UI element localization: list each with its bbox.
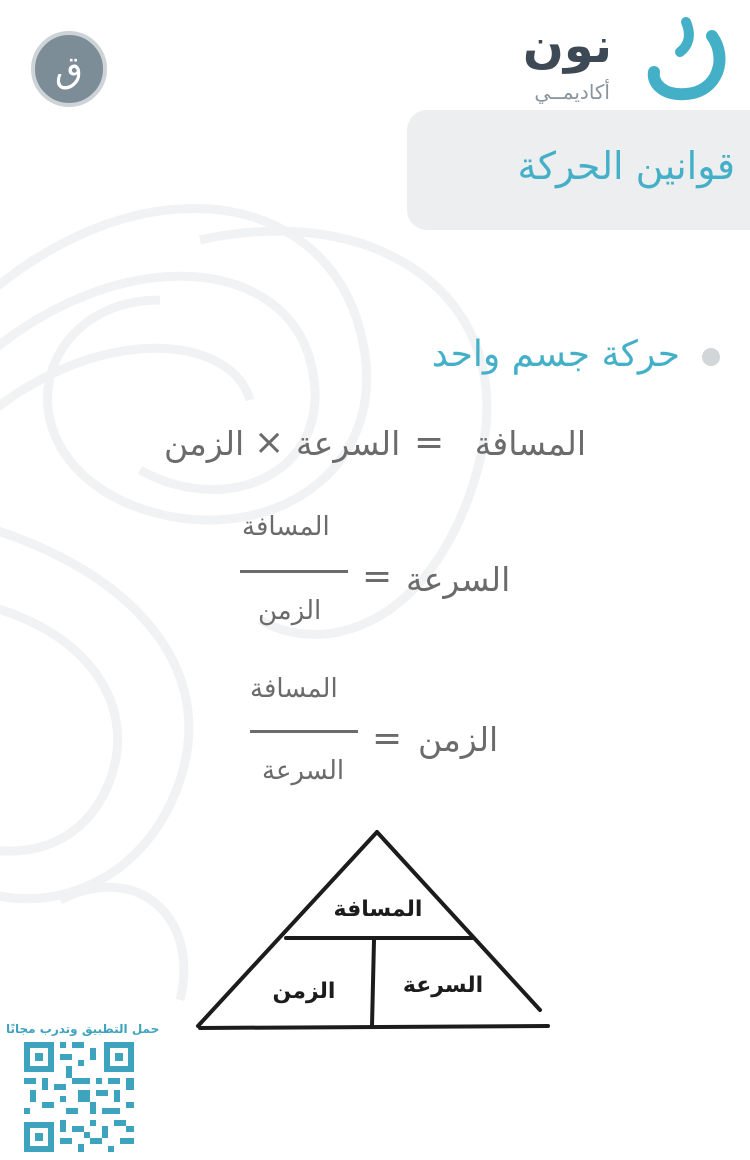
formula3-numerator: المسافة xyxy=(250,674,338,704)
brand-logo xyxy=(500,14,730,104)
bullet-dot xyxy=(702,348,720,366)
brand-subtitle: أكاديمــي xyxy=(534,80,610,104)
page-title: قوانين الحركة xyxy=(517,144,735,188)
equals-sign: = xyxy=(414,422,445,463)
app-badge-icon[interactable] xyxy=(30,30,108,108)
triangle-base xyxy=(200,1026,548,1028)
formula3-denominator: السرعة xyxy=(262,756,345,786)
formula1-lhs: المسافة xyxy=(474,424,586,463)
formula2-fraction-bar xyxy=(240,570,348,573)
triangle-divider xyxy=(372,940,374,1026)
formula1-rhs-a: السرعة xyxy=(296,424,401,463)
title-banner xyxy=(407,110,750,230)
times-sign: × xyxy=(254,422,285,463)
qr-code-icon[interactable] xyxy=(24,1042,134,1152)
triangle-bottom-right-label: السرعة xyxy=(402,973,484,998)
equals-sign: = xyxy=(372,718,403,759)
formula3-fraction-bar xyxy=(250,730,358,733)
section-heading xyxy=(380,334,720,384)
equals-sign: = xyxy=(362,556,393,597)
formula1-rhs-b: الزمن xyxy=(164,424,245,463)
distance-speed-time-triangle xyxy=(190,820,560,1040)
formula2-lhs: السرعة xyxy=(406,560,511,599)
triangle-top-label: المسافة xyxy=(333,897,423,922)
formula2-denominator: الزمن xyxy=(258,596,322,626)
formula3-lhs: الزمن xyxy=(418,720,499,759)
triangle-bottom-left-label: الزمن xyxy=(272,979,336,1004)
brand-name: نون xyxy=(522,18,612,74)
badge-glyph: ق xyxy=(55,50,83,91)
formula2-numerator: المسافة xyxy=(242,512,330,542)
noon-logo-icon xyxy=(630,14,730,104)
section-bullet-text: حركة جسم واحد xyxy=(431,334,680,375)
qr-caption: حمل التطبيق وتدرب مجانًا xyxy=(6,1022,160,1036)
